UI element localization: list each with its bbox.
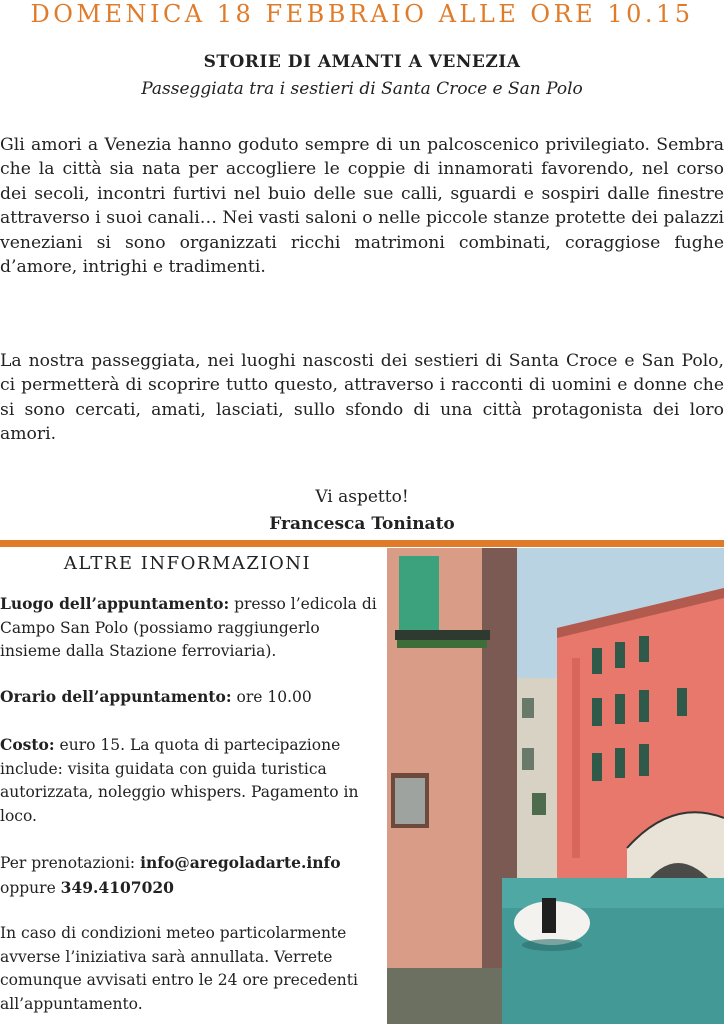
author-name: Francesca Toninato (269, 514, 455, 534)
booking-text: Per prenotazioni: (0, 854, 141, 872)
event-title: STORIE DI AMANTI A VENEZIA (203, 52, 521, 72)
description-paragraph-2: La nostra passeggiata, nei luoghi nascosti dei sestieri di Santa Croce e San Polo, ci permetterà di scoprire tutto questo, attraverso i racconti di uomini e donne che si sono cercati, amati, lasciati, sullo sfondo di una città protagonista dei loro amori. (0, 351, 724, 445)
venice-canal-photo (387, 548, 724, 1024)
meeting-place-text: presso l’edicola di Campo San Polo (possiamo raggiungerlo insieme dalla Stazione ferroviaria). (0, 595, 377, 660)
booking-info (0, 851, 385, 900)
meeting-time (0, 685, 385, 710)
section-divider (0, 540, 724, 547)
booking-or: oppure (0, 878, 61, 897)
description-paragraph-1: Gli amori a Venezia hanno goduto sempre di un palcoscenico privilegiato. Sembra che la città sia nata per accogliere le coppie di innamorati favorendo, nel corso dei secoli, incontri furtivi nel buio delle sue calli, sguardi e sospiri dalle finestre attraverso i suoi canali… Nei vasti saloni o nelle piccole stanze protette dei palazzi veneziani si sono organizzati ricchi matrimoni combinati, coraggiose fughe d’amore, intrighi e tradimenti. (0, 135, 724, 278)
event-subtitle: Passeggiata tra i sestieri di Santa Croce e San Polo (141, 79, 583, 99)
meeting-time-label: Orario dell’appuntamento: (0, 687, 232, 706)
booking-email[interactable]: info@aregoladarte.info (140, 853, 341, 872)
signoff: Vi aspetto! (315, 487, 409, 507)
cost-info (0, 733, 385, 828)
cost-text: euro 15. La quota di partecipazione include: visita guidata con guida turistica autorizzata, noleggio whispers. Pagamento in loco. (0, 736, 359, 825)
meeting-place (0, 592, 385, 664)
cost-label: Costo: (0, 735, 55, 754)
weather-notice: In caso di condizioni meteo particolarmente avverse l’iniziativa sarà annullata. Verrete comunque avvisati entro le 24 ore precedenti all’appuntamento. (0, 924, 358, 1013)
event-date-headline: DOMENICA 18 FEBBRAIO ALLE ORE 10.15 (30, 0, 694, 28)
info-heading: ALTRE INFORMAZIONI (63, 553, 312, 574)
booking-phone[interactable]: 349.4107020 (60, 877, 174, 897)
meeting-time-text: ore 10.00 (231, 688, 312, 706)
meeting-place-label: Luogo dell’appuntamento: (0, 594, 230, 613)
